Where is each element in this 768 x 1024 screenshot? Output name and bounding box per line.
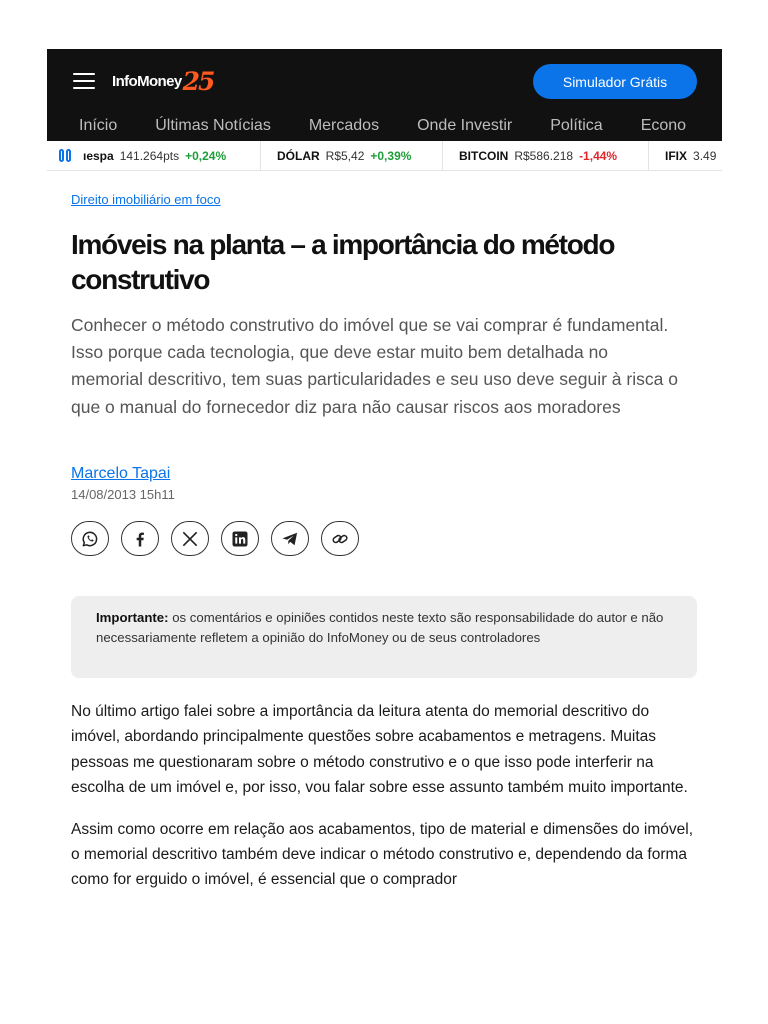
nav-item-economia[interactable]: Econo	[640, 117, 687, 134]
article-paragraph: Assim como ocorre em relação aos acabamentos, tipo de material e dimensões do imóvel, o memorial descritivo também deve indicar o método construtivo e, dependendo da forma como for erguido o imóvel, é essencial que o comprador	[71, 820, 694, 889]
share-x-button[interactable]	[171, 521, 209, 556]
nav-item-mercados[interactable]: Mercados	[308, 117, 380, 134]
nav-item-politica[interactable]: Política	[550, 117, 603, 134]
ticker-name: BITCOIN	[459, 149, 509, 163]
disclaimer-text: os comentários e opiniões contidos neste texto são responsabilidade do autor e não necessariamente refletem a opinião do InfoMoney ou de seus controladores	[96, 610, 664, 645]
simulator-button[interactable]: Simulador Grátis	[533, 64, 697, 99]
ticker-divider	[442, 141, 443, 171]
ticker-item-ibovespa[interactable]	[83, 141, 226, 171]
infomoney-logo[interactable]	[112, 66, 213, 96]
article-paragraph: No último artigo falei sobre a importância da leitura atenta do memorial descritivo do imóvel, abordando principalmente questões sobre acabamentos e metragens. Muitas pessoas me questionaram sobre o método construtivo e o que isso pode interferir na escolha de um imóvel e, por isso, vou falar sobre esse assunto também muito importante.	[71, 703, 688, 797]
ticker-value: R$586.218	[514, 149, 574, 163]
nav-item-ultimas-noticias[interactable]: Últimas Notícias	[155, 117, 271, 134]
facebook-icon	[130, 529, 150, 549]
share-telegram-button[interactable]	[271, 521, 309, 556]
nav-item-onde-investir[interactable]: Onde Investir	[417, 117, 513, 134]
link-icon	[330, 529, 350, 549]
share-link-button[interactable]	[321, 521, 359, 556]
logo-text: InfoMoney	[112, 73, 182, 90]
nav-item-inicio[interactable]: Início	[79, 117, 118, 134]
ticker-value: 3.49	[693, 149, 717, 163]
ticker-value: R$5,42	[325, 149, 365, 163]
ticker-item-bitcoin[interactable]	[459, 141, 617, 171]
x-icon	[180, 529, 200, 549]
share-buttons	[71, 521, 371, 556]
ticker-divider	[260, 141, 261, 171]
ticker-name: ıespa	[83, 149, 114, 163]
share-whatsapp-button[interactable]	[71, 521, 109, 556]
ticker-change: +0,39%	[370, 149, 412, 163]
logo-number: 25	[182, 67, 214, 96]
article-lead: Conhecer o método construtivo do imóvel que se vai comprar é fundamental. Isso porque cada tecnologia, que deve estar muito bem detalhada no memorial descritivo, tem suas particularidades e seu uso deve seguir à risca o que o manual do fornecedor diz para não causar riscos aos moradores	[71, 315, 678, 417]
top-header	[47, 49, 722, 113]
article-title: Imóveis na planta – a importância do método construtivo	[71, 229, 615, 295]
ticker-change: +0,24%	[185, 149, 227, 163]
main-nav	[47, 113, 722, 141]
ticker-change: -1,44%	[579, 149, 618, 163]
ticker-item-ifix[interactable]	[665, 141, 722, 171]
share-linkedin-button[interactable]	[221, 521, 259, 556]
market-ticker	[47, 141, 722, 171]
ticker-name: IFIX	[665, 149, 688, 163]
telegram-icon	[280, 529, 300, 549]
article-body	[71, 699, 701, 909]
linkedin-icon	[230, 529, 250, 549]
pause-icon[interactable]	[59, 149, 73, 162]
disclaimer-box	[71, 596, 697, 678]
share-facebook-button[interactable]	[121, 521, 159, 556]
whatsapp-icon	[80, 529, 100, 549]
disclaimer-label: Importante:	[96, 610, 169, 625]
ticker-divider	[648, 141, 649, 171]
ticker-value: 141.264pts	[119, 149, 180, 163]
author-link[interactable]: Marcelo Tapai	[71, 465, 171, 482]
article-category-link[interactable]: Direito imobiliário em foco	[71, 192, 221, 207]
publish-date: 14/08/2013 15h11	[71, 487, 175, 502]
ticker-name: DÓLAR	[277, 149, 320, 163]
ticker-item-dolar[interactable]	[277, 141, 411, 171]
page-frame	[47, 49, 722, 933]
menu-icon[interactable]	[73, 73, 95, 91]
